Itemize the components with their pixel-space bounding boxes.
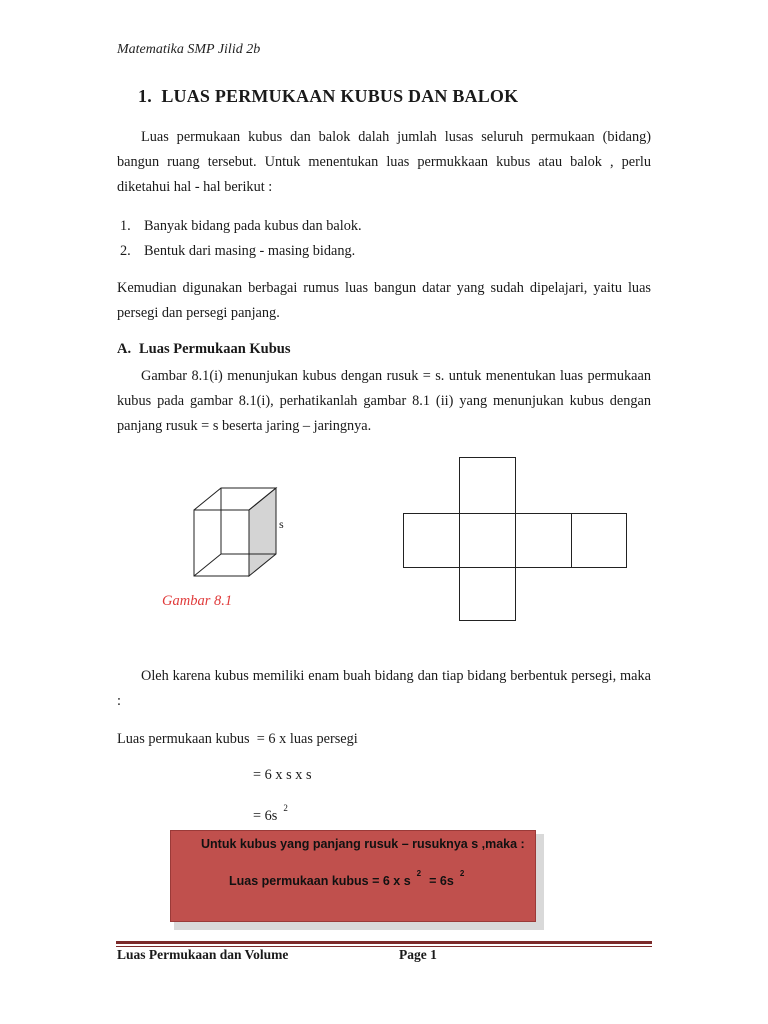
page-number: Page 1 — [399, 947, 437, 962]
cube-edge-label: s — [279, 517, 284, 531]
subsection-heading — [117, 341, 291, 358]
list-item-number: 2. — [120, 243, 131, 259]
equation-line-2: = 6 x s x s — [253, 767, 312, 783]
list-item-number: 1. — [120, 218, 131, 234]
net-square-far-right — [572, 514, 627, 568]
equation-lhs: Luas permukaan kubus — [117, 731, 250, 747]
subsection-title: Luas Permukaan Kubus — [139, 341, 291, 357]
equation-line-3 — [253, 803, 288, 825]
running-header: Matematika SMP Jilid 2b — [117, 42, 261, 57]
net-square-right — [516, 514, 572, 568]
list-item — [120, 214, 362, 239]
net-square-top — [460, 458, 516, 514]
cube-figure — [186, 482, 296, 582]
equation-exponent: 2 — [283, 803, 288, 813]
section-title — [138, 86, 518, 107]
formula-intro-paragraph: Kemudian digunakan berbagai rumus luas bangun datar yang sudah dipelajari, yaitu luas persegi dan persegi panjang. — [117, 280, 651, 321]
formula-callout-box — [170, 830, 536, 922]
section-title-text: LUAS PERMUKAAN KUBUS DAN BALOK — [161, 86, 519, 106]
list-item-text: Bentuk dari masing - masing bidang. — [144, 243, 356, 259]
subsection-paragraph: Gambar 8.1(i) menunjukan kubus dengan rusuk = s. untuk menentukan luas permukaan kubus pada gambar 8.1(i), perhatikanlah gambar 8.1 (ii) yang menunjukan kubus dengan panjang rusuk = s beserta jaring – jaringnya. — [117, 368, 651, 434]
explanation-paragraph: Oleh karena kubus memiliki enam buah bidang dan tiap bidang berbentuk persegi, maka : — [117, 668, 651, 709]
equation-line-1 — [117, 731, 358, 748]
footer-rule-thick — [116, 941, 652, 944]
footer-title: Luas Permukaan dan Volume — [117, 947, 289, 962]
net-square-left — [404, 514, 460, 568]
section-number: 1. — [138, 86, 152, 106]
intro-list — [120, 214, 362, 264]
callout-exponent-2: 2 — [459, 869, 465, 878]
cube-net — [400, 454, 630, 624]
callout-formula-part-2: = 6s — [429, 874, 454, 888]
net-square-center — [460, 514, 516, 568]
callout-exponent-1: 2 — [416, 869, 422, 878]
equation-rhs: = 6 x luas persegi — [256, 731, 358, 747]
list-item — [120, 239, 362, 264]
net-square-bottom — [460, 568, 516, 621]
cube-hidden-edge-diagonal — [194, 554, 221, 576]
equation-base: = 6s — [253, 808, 278, 824]
list-item-text: Banyak bidang pada kubus dan balok. — [144, 218, 362, 234]
cube-shaded-face — [249, 488, 276, 576]
callout-line-2 — [229, 869, 472, 888]
intro-paragraph: Luas permukaan kubus dan balok dalah jumlah lusas seluruh permukaan (bidang) bangun ruang tersebut. Untuk menentukan luas permukkaan kubus atau balok , perlu diketahui hal - hal berikut : — [117, 129, 651, 195]
subsection-letter: A. — [117, 341, 132, 357]
callout-formula-part-1: Luas permukaan kubus = 6 x s — [229, 874, 411, 888]
figure-caption: Gambar 8.1 — [162, 593, 233, 609]
callout-line-1: Untuk kubus yang panjang rusuk – rusuknya s ,maka : — [201, 837, 525, 851]
